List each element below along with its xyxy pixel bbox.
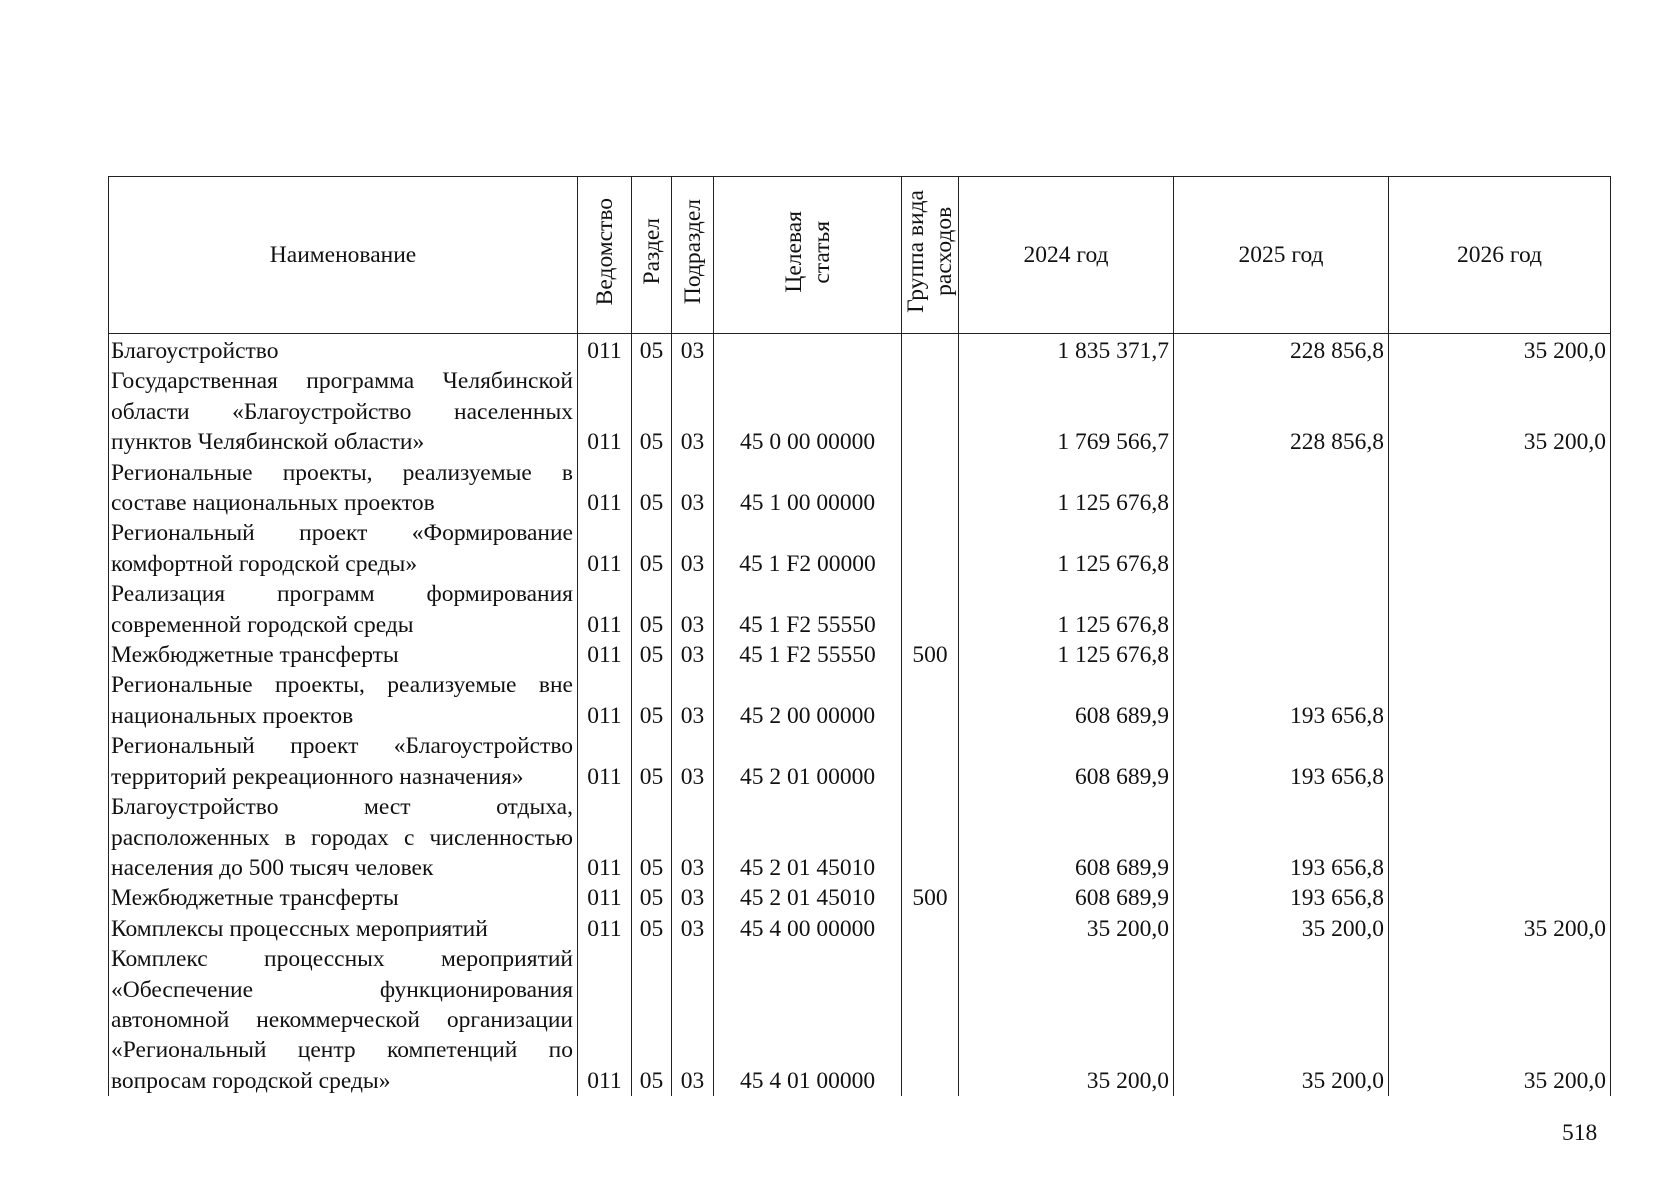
row-2025 xyxy=(1174,458,1389,519)
table-row xyxy=(109,883,1611,913)
row-podrazdel: 03 xyxy=(672,334,714,367)
row-razdel: 05 xyxy=(632,792,672,883)
table-header-row xyxy=(109,177,1611,334)
row-2024: 1 125 676,8 xyxy=(959,458,1174,519)
row-2025: 35 200,0 xyxy=(1174,944,1389,1096)
table-row xyxy=(109,944,1611,1096)
row-podrazdel: 03 xyxy=(672,366,714,457)
row-podrazdel: 03 xyxy=(672,458,714,519)
header-podrazdel: Подраздел xyxy=(672,177,714,334)
row-2026 xyxy=(1389,579,1611,640)
row-2025 xyxy=(1174,579,1389,640)
row-vedomstvo: 011 xyxy=(578,334,632,367)
table-row xyxy=(109,366,1611,457)
row-target: 45 2 01 45010 xyxy=(714,792,902,883)
row-2025: 228 856,8 xyxy=(1174,334,1389,367)
table-row xyxy=(109,640,1611,670)
row-target: 45 4 00 00000 xyxy=(714,914,902,944)
row-target: 45 1 F2 00000 xyxy=(714,518,902,579)
row-name: Региональные проекты, реализуемые в составе национальных проектов xyxy=(109,458,578,519)
row-2026: 35 200,0 xyxy=(1389,334,1611,367)
row-group xyxy=(902,458,959,519)
row-2026 xyxy=(1389,640,1611,670)
row-target: 45 1 00 00000 xyxy=(714,458,902,519)
row-vedomstvo: 011 xyxy=(578,366,632,457)
row-group xyxy=(902,366,959,457)
row-2025: 35 200,0 xyxy=(1174,914,1389,944)
header-2024: 2024 год xyxy=(959,177,1174,334)
row-target: 45 2 01 00000 xyxy=(714,731,902,792)
row-group xyxy=(902,914,959,944)
page-number: 518 xyxy=(1562,1120,1598,1146)
row-target: 45 1 F2 55550 xyxy=(714,579,902,640)
row-vedomstvo: 011 xyxy=(578,792,632,883)
row-2026 xyxy=(1389,792,1611,883)
table-row xyxy=(109,792,1611,883)
row-2026: 35 200,0 xyxy=(1389,914,1611,944)
row-group: 500 xyxy=(902,883,959,913)
row-2025 xyxy=(1174,518,1389,579)
table-row xyxy=(109,579,1611,640)
row-group xyxy=(902,944,959,1096)
row-podrazdel: 03 xyxy=(672,640,714,670)
row-2024: 1 125 676,8 xyxy=(959,579,1174,640)
row-target xyxy=(714,334,902,367)
row-name: Благоустройство xyxy=(109,334,578,367)
header-group xyxy=(902,177,959,334)
budget-table xyxy=(108,176,1611,1096)
row-podrazdel: 03 xyxy=(672,883,714,913)
row-target: 45 0 00 00000 xyxy=(714,366,902,457)
row-podrazdel: 03 xyxy=(672,518,714,579)
row-razdel: 05 xyxy=(632,334,672,367)
header-target-line2: статья xyxy=(808,220,835,283)
header-target xyxy=(714,177,902,334)
row-vedomstvo: 011 xyxy=(578,731,632,792)
row-2024: 608 689,9 xyxy=(959,883,1174,913)
row-vedomstvo: 011 xyxy=(578,579,632,640)
row-razdel: 05 xyxy=(632,458,672,519)
table-row xyxy=(109,670,1611,731)
row-2024: 1 835 371,7 xyxy=(959,334,1174,367)
row-target: 45 1 F2 55550 xyxy=(714,640,902,670)
table-row xyxy=(109,731,1611,792)
row-name: Реализация программ формирования современной городской среды xyxy=(109,579,578,640)
row-target: 45 4 01 00000 xyxy=(714,944,902,1096)
row-razdel: 05 xyxy=(632,640,672,670)
row-group xyxy=(902,579,959,640)
header-group-line2: расходов xyxy=(931,206,957,297)
row-2024: 1 769 566,7 xyxy=(959,366,1174,457)
row-2025: 193 656,8 xyxy=(1174,731,1389,792)
row-group xyxy=(902,518,959,579)
row-2026 xyxy=(1389,883,1611,913)
row-vedomstvo: 011 xyxy=(578,914,632,944)
row-name: Благоустройство мест отдыха, расположенных в городах с численностью населения до 500 тысяч человек xyxy=(109,792,578,883)
row-vedomstvo: 011 xyxy=(578,458,632,519)
row-name: Региональный проект «Благоустройство территорий рекреационного назначения» xyxy=(109,731,578,792)
row-podrazdel: 03 xyxy=(672,731,714,792)
row-2024: 1 125 676,8 xyxy=(959,518,1174,579)
row-2026 xyxy=(1389,670,1611,731)
row-2024: 608 689,9 xyxy=(959,731,1174,792)
row-group xyxy=(902,334,959,367)
row-target: 45 2 00 00000 xyxy=(714,670,902,731)
row-2025: 193 656,8 xyxy=(1174,792,1389,883)
table-row xyxy=(109,458,1611,519)
row-2025: 228 856,8 xyxy=(1174,366,1389,457)
row-razdel: 05 xyxy=(632,670,672,731)
row-podrazdel: 03 xyxy=(672,670,714,731)
table-row xyxy=(109,914,1611,944)
row-vedomstvo: 011 xyxy=(578,670,632,731)
row-2024: 1 125 676,8 xyxy=(959,640,1174,670)
row-group xyxy=(902,731,959,792)
row-vedomstvo: 011 xyxy=(578,883,632,913)
row-2024: 608 689,9 xyxy=(959,670,1174,731)
row-razdel: 05 xyxy=(632,579,672,640)
row-vedomstvo: 011 xyxy=(578,944,632,1096)
row-2024: 35 200,0 xyxy=(959,914,1174,944)
header-name: Наименование xyxy=(109,177,578,334)
row-group xyxy=(902,670,959,731)
row-name: Межбюджетные трансферты xyxy=(109,640,578,670)
row-2026 xyxy=(1389,731,1611,792)
row-2026 xyxy=(1389,518,1611,579)
row-group xyxy=(902,792,959,883)
row-2026: 35 200,0 xyxy=(1389,944,1611,1096)
row-group: 500 xyxy=(902,640,959,670)
header-vedomstvo: Ведомство xyxy=(578,177,632,334)
row-2026 xyxy=(1389,458,1611,519)
header-target-line1: Целевая xyxy=(780,210,807,293)
row-2024: 35 200,0 xyxy=(959,944,1174,1096)
row-name: Комплексы процессных мероприятий xyxy=(109,914,578,944)
row-name: Региональные проекты, реализуемые вне национальных проектов xyxy=(109,670,578,731)
row-target: 45 2 01 45010 xyxy=(714,883,902,913)
row-podrazdel: 03 xyxy=(672,944,714,1096)
header-razdel: Раздел xyxy=(632,177,672,334)
row-name: Межбюджетные трансферты xyxy=(109,883,578,913)
row-razdel: 05 xyxy=(632,914,672,944)
row-razdel: 05 xyxy=(632,366,672,457)
row-razdel: 05 xyxy=(632,518,672,579)
header-2025: 2025 год xyxy=(1174,177,1389,334)
row-podrazdel: 03 xyxy=(672,579,714,640)
row-name: Региональный проект «Формирование комфортной городской среды» xyxy=(109,518,578,579)
row-razdel: 05 xyxy=(632,944,672,1096)
header-2026: 2026 год xyxy=(1389,177,1611,334)
row-podrazdel: 03 xyxy=(672,792,714,883)
row-name: Государственная программа Челябинской области «Благоустройство населенных пунктов Челябинской области» xyxy=(109,366,578,457)
header-group-line1: Группа вида xyxy=(903,190,929,313)
table-row xyxy=(109,518,1611,579)
row-vedomstvo: 011 xyxy=(578,640,632,670)
row-2025 xyxy=(1174,640,1389,670)
row-podrazdel: 03 xyxy=(672,914,714,944)
table-row xyxy=(109,334,1611,367)
row-razdel: 05 xyxy=(632,731,672,792)
row-razdel: 05 xyxy=(632,883,672,913)
row-2024: 608 689,9 xyxy=(959,792,1174,883)
row-name: Комплекс процессных мероприятий «Обеспечение функционирования автономной некоммерческой организации «Региональный центр компетенций по вопросам городской среды» xyxy=(109,944,578,1096)
row-2025: 193 656,8 xyxy=(1174,883,1389,913)
row-vedomstvo: 011 xyxy=(578,518,632,579)
row-2025: 193 656,8 xyxy=(1174,670,1389,731)
row-2026: 35 200,0 xyxy=(1389,366,1611,457)
